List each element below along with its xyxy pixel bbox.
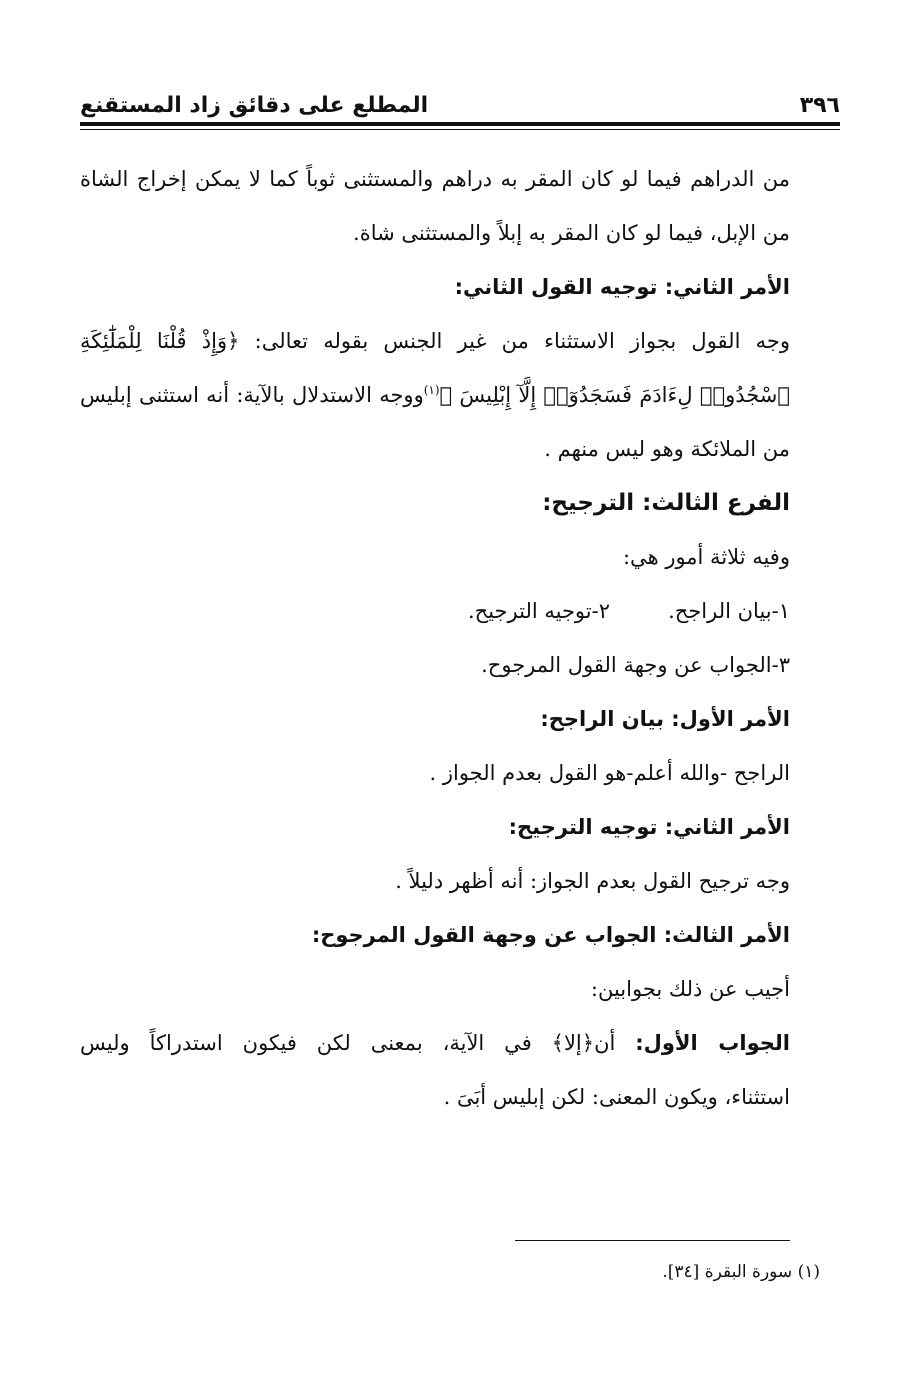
section-heading: الأمر الثالث: الجواب عن وجهة القول المرجوح: bbox=[311, 923, 790, 947]
footnote: (١) سورة البقرة [٣٤]. bbox=[662, 1262, 820, 1282]
section-heading: الأمر الثاني: توجيه الترجيح: bbox=[508, 815, 790, 839]
header-rule-thin bbox=[80, 129, 840, 130]
section-heading: الفرع الثالث: الترجيح: bbox=[542, 490, 790, 516]
text-line: من الإبل، فيما لو كان المقر به إبلاً والمستثنى شاة. bbox=[353, 221, 790, 245]
header-rule-thick bbox=[80, 122, 840, 126]
text-line: الراجح -والله أعلم-هو القول بعدم الجواز . bbox=[429, 761, 790, 785]
text-line: أجيب عن ذلك بجوابين: bbox=[590, 977, 790, 1001]
text-line: من الدراهم فيما لو كان المقر به دراهم والمستثنى ثوباً كما لا يمكن إخراج الشاة bbox=[80, 167, 790, 191]
quran-verse: ٱسْجُدُوا۟ لِءَادَمَ فَسَجَدُوٓا۟ إِلَّآ إِبْلِيسَ ﴾ bbox=[439, 383, 790, 407]
list-row bbox=[80, 584, 790, 638]
text-segment: ووجه الاستدلال بالآية: أنه استثنى إبليس bbox=[80, 383, 424, 407]
text-line: من الملائكة وهو ليس منهم . bbox=[544, 437, 790, 461]
text-line: وجه القول بجواز الاستثناء من غير الجنس بقوله تعالى: ﴿وَإِذْ قُلْنَا لِلْمَلَٰٓئِكَةِ bbox=[80, 329, 790, 353]
section-heading: الأمر الأول: بيان الراجح: bbox=[540, 707, 790, 731]
body-text bbox=[80, 152, 790, 1124]
footnote-rule bbox=[515, 1240, 790, 1241]
text-segment: أن﴿إلا﴾ في الآية، بمعنى لكن فيكون استدراكاً وليس bbox=[80, 1031, 636, 1055]
list-item: ٣-الجواب عن وجهة القول المرجوح. bbox=[481, 653, 790, 677]
list-item: ١-بيان الراجح. bbox=[668, 599, 790, 623]
text-line bbox=[80, 368, 790, 422]
section-heading: الأمر الثاني: توجيه القول الثاني: bbox=[454, 275, 790, 299]
page-number: ٣٩٦ bbox=[799, 93, 840, 118]
running-header bbox=[80, 78, 840, 118]
text-line: وفيه ثلاثة أمور هي: bbox=[622, 545, 790, 569]
text-line: وجه ترجيح القول بعدم الجواز: أنه أظهر دليلاً . bbox=[395, 869, 790, 893]
book-title: المطلع على دقائق زاد المستقنع bbox=[80, 93, 429, 118]
text-line bbox=[80, 1016, 790, 1070]
answer-label: الجواب الأول: bbox=[635, 1031, 790, 1055]
list-item: ٢-توجيه الترجيح. bbox=[467, 599, 610, 623]
text-line: استثناء، ويكون المعنى: لكن إبليس أبَىَ . bbox=[443, 1085, 790, 1109]
footnote-marker: (١) bbox=[423, 383, 440, 397]
